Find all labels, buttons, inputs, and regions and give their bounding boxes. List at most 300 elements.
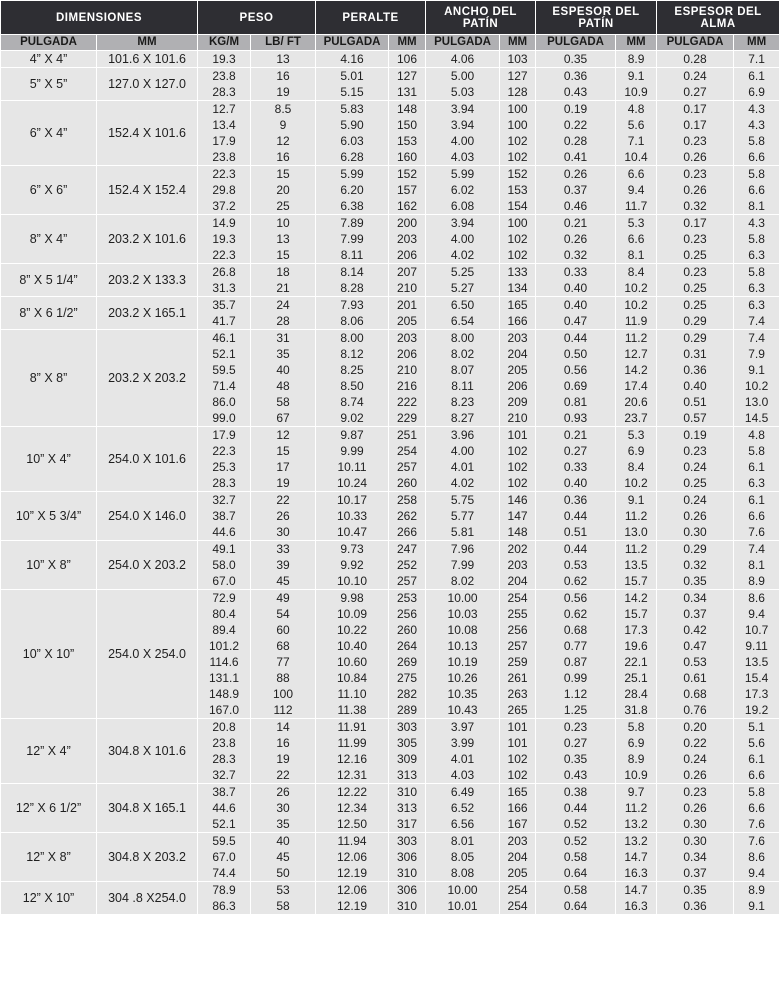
- cell-value: 5.8: [748, 134, 765, 148]
- cell-value: 7.6: [748, 817, 765, 831]
- cell-value: 148.9: [209, 687, 240, 701]
- cell-value: 6.54: [450, 314, 475, 328]
- cell-value: 0.36: [683, 899, 707, 913]
- header-row-units: [1, 35, 779, 50]
- cell-ancho-patin-pulgada: [426, 166, 499, 214]
- cell-value: 8.27: [450, 411, 475, 425]
- cell-value: 11.2: [624, 801, 648, 815]
- cell-value: 10.40: [337, 639, 368, 653]
- cell-value: 0.40: [683, 379, 707, 393]
- cell-value: 303: [397, 720, 418, 734]
- cell-value: 8.50: [340, 379, 364, 393]
- cell-value: 10.43: [447, 703, 478, 717]
- cell-value: 0.23: [683, 167, 707, 181]
- cell-espesor-patin-mm: [616, 330, 656, 426]
- cell-value: 14.7: [624, 883, 648, 897]
- cell-value: 264: [397, 639, 418, 653]
- cell-value: 251: [397, 428, 418, 442]
- cell-value: 152: [507, 167, 528, 181]
- cell-value: 0.62: [563, 607, 588, 621]
- cell-value: 0.36: [563, 69, 588, 83]
- cell-value: 8.9: [627, 52, 645, 66]
- cell-value: 17.9: [212, 428, 236, 442]
- table-row: [1, 882, 779, 914]
- cell-value: 89.4: [212, 623, 236, 637]
- cell-value: 4.00: [450, 232, 475, 246]
- cell-value: 5.1: [748, 720, 765, 734]
- cell-value: 19.2: [744, 703, 769, 717]
- cell-value: 10.2: [744, 379, 769, 393]
- cell-value: 10.03: [447, 607, 478, 621]
- cell-value: 10.08: [447, 623, 478, 637]
- cell-value: 7.4: [748, 331, 765, 345]
- table-row: [1, 330, 779, 426]
- cell-value: 114.6: [209, 655, 239, 669]
- cell-value: 0.37: [563, 183, 588, 197]
- cell-value: 152: [397, 167, 418, 181]
- cell-value: 6.6: [748, 150, 765, 164]
- cell-value: 10: [276, 216, 290, 230]
- cell-value: 0.64: [563, 866, 588, 880]
- cell-peralte-pulgada: [316, 264, 388, 296]
- cell-value: 8.06: [340, 314, 364, 328]
- cell-ancho-patin-mm: [500, 297, 535, 329]
- cell-value: 18: [276, 265, 290, 279]
- header-peso: PESO: [198, 1, 315, 34]
- cell-value: 10.2: [624, 298, 648, 312]
- cell-value: 13.5: [624, 558, 648, 572]
- cell-value: 0.32: [563, 248, 588, 262]
- cell-lb-ft: [251, 297, 315, 329]
- cell-value: 265: [507, 703, 528, 717]
- cell-value: 23.8: [212, 150, 236, 164]
- cell-value: 254: [507, 899, 528, 913]
- cell-value: 6.9: [627, 444, 645, 458]
- cell-value: 102: [507, 768, 528, 782]
- cell-value: 19.3: [212, 52, 236, 66]
- cell-mm: 101.6 X 101.6: [97, 51, 197, 67]
- cell-value: 306: [397, 883, 418, 897]
- cell-ancho-patin-mm: [500, 719, 535, 783]
- cell-peralte-mm: [389, 330, 425, 426]
- cell-mm: 127.0 X 127.0: [97, 68, 197, 100]
- cell-espesor-patin-pulgada: [536, 541, 615, 589]
- cell-value: 4.8: [748, 428, 765, 442]
- cell-value: 5.75: [450, 493, 475, 507]
- cell-value: 15.4: [744, 671, 769, 685]
- cell-value: 259: [507, 655, 528, 669]
- cell-pulgada: 8” X 6 1/2”: [1, 297, 96, 329]
- cell-value: 0.23: [683, 444, 707, 458]
- cell-ancho-patin-mm: [500, 590, 535, 718]
- cell-value: 78.9: [212, 883, 236, 897]
- cell-value: 37.2: [212, 199, 236, 213]
- cell-value: 12.31: [337, 768, 368, 782]
- cell-value: 28.3: [212, 476, 236, 490]
- cell-value: 262: [397, 509, 418, 523]
- subheader-cell: PULGADA: [426, 35, 499, 50]
- cell-value: 0.51: [683, 395, 707, 409]
- cell-value: 72.9: [212, 591, 236, 605]
- cell-value: 5.77: [450, 509, 475, 523]
- cell-value: 247: [397, 542, 418, 556]
- cell-value: 5.83: [340, 102, 364, 116]
- cell-value: 0.38: [563, 785, 588, 799]
- cell-peralte-pulgada: [316, 590, 388, 718]
- cell-value: 8.74: [340, 395, 364, 409]
- cell-value: 59.5: [212, 363, 236, 377]
- cell-value: 20.6: [624, 395, 648, 409]
- cell-value: 210: [397, 281, 418, 295]
- cell-peralte-mm: [389, 68, 425, 100]
- cell-value: 10.35: [447, 687, 478, 701]
- cell-value: 131: [397, 85, 418, 99]
- cell-value: 257: [507, 639, 528, 653]
- cell-value: 25.1: [624, 671, 648, 685]
- cell-mm: 304 .8 X254.0: [97, 882, 197, 914]
- cell-ancho-patin-pulgada: [426, 297, 499, 329]
- cell-peralte-mm: [389, 101, 425, 165]
- cell-peralte-mm: [389, 297, 425, 329]
- cell-value: 22: [276, 768, 290, 782]
- cell-value: 6.02: [450, 183, 475, 197]
- cell-value: 0.36: [683, 363, 707, 377]
- cell-value: 0.43: [563, 85, 588, 99]
- cell-value: 147: [507, 509, 528, 523]
- cell-value: 207: [397, 265, 418, 279]
- cell-value: 13: [276, 232, 290, 246]
- cell-value: 8.02: [450, 347, 475, 361]
- cell-value: 19: [276, 476, 290, 490]
- cell-value: 88: [276, 671, 290, 685]
- cell-value: 222: [397, 395, 418, 409]
- cell-value: 11.10: [337, 687, 367, 701]
- cell-value: 0.37: [683, 866, 707, 880]
- table-row: [1, 833, 779, 881]
- cell-value: 261: [507, 671, 528, 685]
- cell-value: 5.8: [748, 265, 765, 279]
- cell-value: 17.3: [744, 687, 769, 701]
- cell-ancho-patin-mm: [500, 427, 535, 491]
- cell-value: 0.76: [683, 703, 707, 717]
- cell-value: 25: [276, 199, 290, 213]
- cell-value: 103: [507, 52, 528, 66]
- cell-value: 4.00: [450, 134, 475, 148]
- cell-peralte-pulgada: [316, 297, 388, 329]
- cell-value: 5.8: [748, 785, 765, 799]
- cell-value: 148: [507, 525, 528, 539]
- cell-kg-m: [198, 264, 250, 296]
- cell-pulgada: 10” X 4”: [1, 427, 96, 491]
- cell-value: 157: [397, 183, 418, 197]
- cell-value: 201: [397, 298, 418, 312]
- cell-value: 0.87: [563, 655, 588, 669]
- cell-espesor-patin-mm: [616, 264, 656, 296]
- cell-espesor-alma-pulgada: [657, 330, 733, 426]
- cell-value: 0.53: [683, 655, 707, 669]
- cell-value: 32.7: [212, 768, 236, 782]
- cell-pulgada: 12” X 10”: [1, 882, 96, 914]
- cell-value: 12.22: [337, 785, 368, 799]
- cell-ancho-patin-mm: [500, 330, 535, 426]
- cell-value: 12.06: [337, 883, 368, 897]
- cell-value: 4.03: [450, 150, 475, 164]
- cell-value: 0.24: [683, 69, 707, 83]
- cell-peralte-pulgada: [316, 330, 388, 426]
- subheader-cell: LB/ FT: [251, 35, 315, 50]
- cell-value: 10.9: [624, 768, 648, 782]
- cell-value: 10.84: [337, 671, 368, 685]
- cell-value: 7.89: [340, 216, 364, 230]
- table-row: [1, 784, 779, 832]
- cell-value: 59.5: [212, 834, 236, 848]
- cell-value: 7.4: [748, 542, 765, 556]
- cell-mm: 152.4 X 101.6: [97, 101, 197, 165]
- cell-value: 0.21: [563, 428, 588, 442]
- cell-value: 5.81: [450, 525, 475, 539]
- cell-value: 204: [507, 574, 528, 588]
- cell-ancho-patin-mm: [500, 101, 535, 165]
- cell-value: 4.02: [450, 248, 475, 262]
- cell-espesor-patin-pulgada: [536, 784, 615, 832]
- cell-value: 8.00: [450, 331, 475, 345]
- table-row: [1, 427, 779, 491]
- cell-pulgada: 4” X 4”: [1, 51, 96, 67]
- cell-value: 26: [276, 785, 290, 799]
- cell-value: 22.3: [212, 248, 236, 262]
- cell-value: 3.94: [450, 102, 475, 116]
- cell-espesor-alma-mm: [734, 330, 779, 426]
- cell-value: 0.25: [683, 476, 707, 490]
- cell-value: 0.29: [683, 314, 707, 328]
- cell-value: 8.9: [748, 883, 765, 897]
- cell-ancho-patin-pulgada: [426, 784, 499, 832]
- cell-value: 6.9: [627, 736, 645, 750]
- cell-mm: 254.0 X 254.0: [97, 590, 197, 718]
- cell-value: 9.1: [748, 899, 765, 913]
- cell-value: 0.68: [563, 623, 588, 637]
- cell-value: 8.4: [627, 265, 645, 279]
- cell-value: 0.52: [563, 817, 588, 831]
- cell-value: 6.3: [748, 281, 765, 295]
- cell-value: 15: [276, 444, 290, 458]
- header-dimensiones: DIMENSIONES: [1, 1, 197, 34]
- cell-value: 0.23: [563, 720, 588, 734]
- cell-value: 11.94: [337, 834, 367, 848]
- cell-value: 48: [276, 379, 290, 393]
- cell-value: 0.24: [683, 460, 707, 474]
- cell-value: 0.35: [563, 752, 588, 766]
- cell-value: 5.25: [450, 265, 475, 279]
- table-row: [1, 541, 779, 589]
- subheader-cell: MM: [97, 35, 197, 50]
- cell-value: 0.34: [683, 591, 707, 605]
- cell-value: 0.26: [683, 768, 707, 782]
- cell-value: 19.6: [624, 639, 648, 653]
- cell-mm: 254.0 X 203.2: [97, 541, 197, 589]
- cell-kg-m: [198, 215, 250, 263]
- cell-value: 14.2: [624, 363, 648, 377]
- cell-value: 127: [507, 69, 528, 83]
- cell-value: 0.62: [563, 574, 588, 588]
- cell-value: 4.01: [450, 752, 475, 766]
- cell-peralte-mm: [389, 51, 425, 67]
- cell-value: 0.51: [563, 525, 588, 539]
- cell-value: 50: [276, 866, 290, 880]
- cell-value: 6.56: [450, 817, 475, 831]
- cell-value: 6.6: [748, 801, 765, 815]
- cell-espesor-alma-mm: [734, 101, 779, 165]
- cell-value: 13.4: [212, 118, 236, 132]
- cell-value: 12.16: [337, 752, 368, 766]
- cell-espesor-patin-mm: [616, 51, 656, 67]
- cell-value: 204: [507, 347, 528, 361]
- cell-value: 210: [507, 411, 528, 425]
- cell-value: 102: [507, 232, 528, 246]
- cell-espesor-alma-mm: [734, 215, 779, 263]
- cell-value: 0.36: [563, 493, 588, 507]
- cell-value: 0.22: [563, 118, 588, 132]
- cell-value: 80.4: [212, 607, 236, 621]
- cell-value: 206: [397, 248, 418, 262]
- cell-value: 16: [276, 150, 290, 164]
- cell-pulgada: 8” X 5 1/4”: [1, 264, 96, 296]
- cell-value: 10.00: [447, 883, 478, 897]
- cell-value: 12: [276, 428, 290, 442]
- cell-value: 67: [276, 411, 290, 425]
- cell-value: 3.94: [450, 216, 475, 230]
- cell-ancho-patin-pulgada: [426, 101, 499, 165]
- cell-value: 13.0: [624, 525, 648, 539]
- cell-value: 17: [276, 460, 290, 474]
- cell-value: 4.02: [450, 476, 475, 490]
- cell-espesor-patin-pulgada: [536, 215, 615, 263]
- cell-peralte-mm: [389, 492, 425, 540]
- cell-value: 35: [276, 817, 290, 831]
- cell-value: 11.91: [337, 720, 367, 734]
- cell-value: 8.11: [340, 248, 364, 262]
- cell-pulgada: 12” X 6 1/2”: [1, 784, 96, 832]
- cell-value: 16.3: [624, 866, 648, 880]
- cell-espesor-alma-mm: [734, 541, 779, 589]
- cell-value: 146: [507, 493, 528, 507]
- cell-value: 256: [507, 623, 528, 637]
- cell-value: 0.93: [563, 411, 588, 425]
- cell-value: 0.43: [563, 768, 588, 782]
- cell-value: 0.23: [683, 134, 707, 148]
- cell-espesor-patin-mm: [616, 215, 656, 263]
- cell-value: 38.7: [212, 785, 236, 799]
- cell-espesor-alma-pulgada: [657, 590, 733, 718]
- cell-value: 12.19: [337, 899, 368, 913]
- header-peralte: PERALTE: [316, 1, 425, 34]
- cell-value: 102: [507, 134, 528, 148]
- cell-lb-ft: [251, 427, 315, 491]
- cell-value: 12.50: [337, 817, 368, 831]
- cell-pulgada: 8” X 4”: [1, 215, 96, 263]
- cell-value: 0.35: [563, 52, 588, 66]
- cell-ancho-patin-pulgada: [426, 492, 499, 540]
- cell-value: 0.57: [683, 411, 707, 425]
- cell-espesor-patin-pulgada: [536, 51, 615, 67]
- cell-espesor-alma-pulgada: [657, 166, 733, 214]
- cell-value: 6.6: [748, 768, 765, 782]
- cell-value: 6.52: [450, 801, 475, 815]
- cell-value: 8.11: [451, 379, 474, 393]
- cell-peralte-mm: [389, 719, 425, 783]
- cell-value: 7.1: [627, 134, 645, 148]
- cell-value: 5.6: [748, 736, 765, 750]
- cell-kg-m: [198, 833, 250, 881]
- cell-pulgada: 10” X 5 3/4”: [1, 492, 96, 540]
- cell-value: 309: [397, 752, 418, 766]
- cell-value: 101: [507, 736, 528, 750]
- table-row: [1, 68, 779, 100]
- cell-espesor-alma-pulgada: [657, 427, 733, 491]
- cell-value: 6.1: [748, 493, 765, 507]
- cell-value: 10.2: [624, 281, 648, 295]
- cell-value: 10.00: [447, 591, 478, 605]
- cell-lb-ft: [251, 101, 315, 165]
- cell-value: 254: [507, 883, 528, 897]
- cell-ancho-patin-mm: [500, 215, 535, 263]
- cell-value: 266: [397, 525, 418, 539]
- cell-pulgada: 10” X 8”: [1, 541, 96, 589]
- cell-espesor-alma-pulgada: [657, 51, 733, 67]
- cell-value: 9: [279, 118, 287, 132]
- cell-value: 6.1: [748, 69, 765, 83]
- cell-value: 0.58: [563, 883, 588, 897]
- cell-value: 131.1: [209, 671, 240, 685]
- cell-value: 6.3: [748, 248, 765, 262]
- cell-value: 167: [507, 817, 528, 831]
- cell-espesor-alma-pulgada: [657, 882, 733, 914]
- cell-espesor-patin-pulgada: [536, 427, 615, 491]
- cell-kg-m: [198, 68, 250, 100]
- cell-lb-ft: [251, 51, 315, 67]
- cell-value: 0.28: [563, 134, 588, 148]
- cell-value: 11.99: [337, 736, 367, 750]
- cell-value: 23.8: [212, 736, 236, 750]
- subheader-cell: PULGADA: [1, 35, 96, 50]
- cell-lb-ft: [251, 590, 315, 718]
- cell-value: 8.00: [340, 331, 364, 345]
- cell-ancho-patin-mm: [500, 784, 535, 832]
- cell-value: 10.33: [337, 509, 368, 523]
- cell-value: 8.9: [627, 752, 645, 766]
- cell-value: 0.33: [563, 460, 588, 474]
- cell-value: 6.1: [748, 752, 765, 766]
- cell-peralte-pulgada: [316, 541, 388, 589]
- cell-value: 203: [507, 331, 528, 345]
- table-row: [1, 297, 779, 329]
- cell-value: 154: [507, 199, 528, 213]
- cell-value: 9.1: [748, 363, 765, 377]
- cell-espesor-patin-pulgada: [536, 590, 615, 718]
- cell-value: 229: [397, 411, 418, 425]
- cell-peralte-mm: [389, 541, 425, 589]
- cell-mm: 254.0 X 146.0: [97, 492, 197, 540]
- cell-pulgada: 8” X 8”: [1, 330, 96, 426]
- cell-value: 310: [397, 899, 418, 913]
- cell-value: 10.13: [447, 639, 478, 653]
- cell-value: 8.28: [340, 281, 364, 295]
- cell-espesor-alma-mm: [734, 784, 779, 832]
- table-row: [1, 51, 779, 67]
- cell-value: 11.2: [624, 509, 648, 523]
- cell-value: 19.3: [212, 232, 236, 246]
- cell-value: 0.26: [563, 167, 588, 181]
